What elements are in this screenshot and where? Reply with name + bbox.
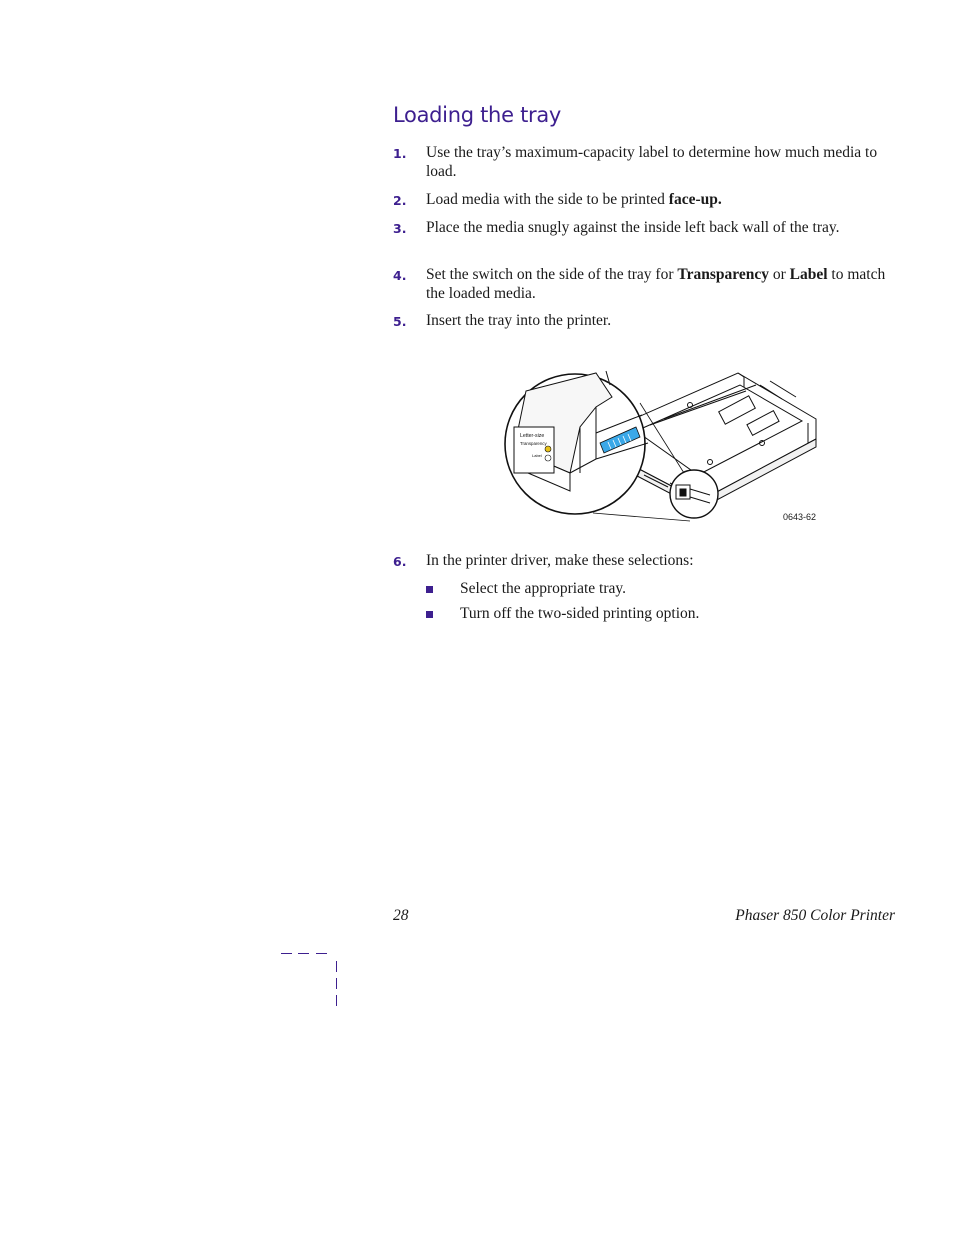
emphasis-transparency: Transparency [677,266,769,283]
bullet-square-icon [426,611,433,618]
bullet-square-icon [426,586,433,593]
step-number: 3. [393,221,407,236]
label-line-3: Label [532,453,542,458]
step-text: Load media with the side to be printed face-up. [426,191,722,208]
step-number: 6. [393,554,407,569]
step-number: 2. [393,193,407,208]
crop-mark [281,953,292,954]
indicator-white [545,455,551,461]
indicator-yellow [545,446,551,452]
step-number: 4. [393,268,407,283]
step-text: In the printer driver, make these selections: [426,552,694,569]
crop-mark [336,995,337,1006]
crop-mark [336,978,337,989]
tray-illustration [500,363,830,525]
step-text: Set the switch on the side of the tray for Transparency or Label to match the loaded media. [426,266,886,302]
page-number: 28 [393,907,409,924]
emphasis-label: Label [789,266,828,283]
label-line-2: Transparency [520,441,547,446]
figure-id: 0643-62 [783,512,817,522]
emphasis-face-up: face-up. [668,191,722,208]
footer-title: Phaser 850 Color Printer [735,907,895,924]
crop-mark [298,953,309,954]
crop-mark [316,953,327,954]
step-number: 1. [393,146,407,161]
step-text: Use the tray’s maximum-capacity label to determine how much media to load. [426,144,878,180]
step-number: 5. [393,314,407,329]
step-text: Insert the tray into the printer. [426,312,612,329]
crop-mark [336,961,337,972]
step-text: Place the media snugly against the inside left back wall of the tray. [426,219,840,236]
section-heading: Loading the tray [393,103,562,127]
label-line-1: Letter-size [520,433,545,439]
